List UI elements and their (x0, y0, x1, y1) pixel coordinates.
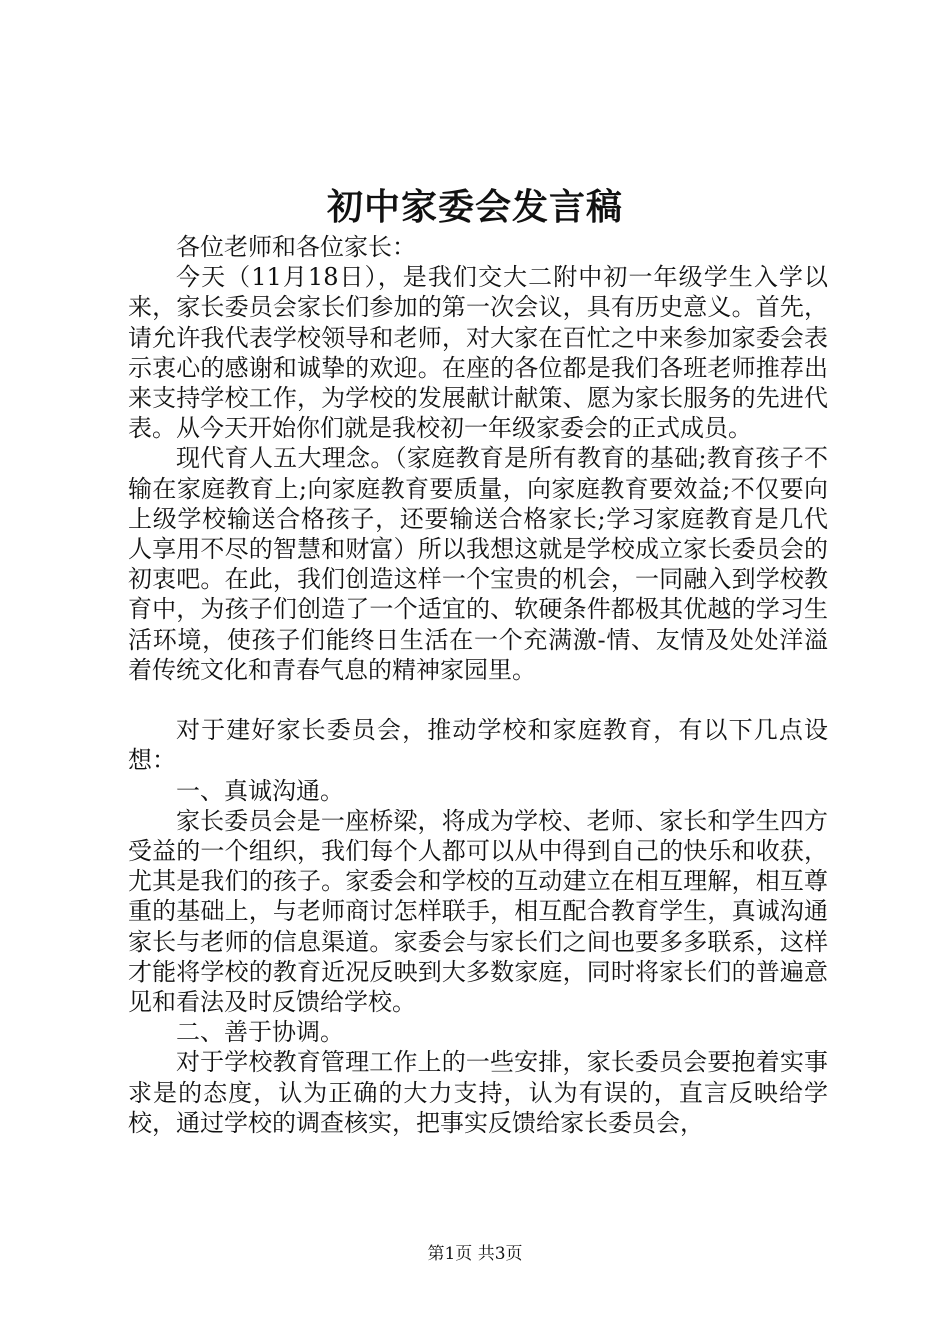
philosophy-paragraph: 现代育人五大理念。（家庭教育是所有教育的基础;教育孩子不输在家庭教育上;向家庭教育要质量，向家庭教育要效益;不仅要向上级学校输送合格孩子，还要输送合格家长;学习家庭教育是几代人享用不尽的智慧和财富）所以我想这就是学校成立家长委员会的初衷吧。在此，我们创造这样一个宝贵的机会，一同融入到学校教育中，为孩子们创造了一个适宜的、软硬条件都极其优越的学习生活环境，使孩子们能终日生活在一个充满激-情、友情及处处洋溢着传统文化和青春气息的精神家园里。 (128, 444, 828, 684)
section-heading-2: 二、善于协调。 (176, 1018, 344, 1047)
opening-paragraph: 今天（11月18日），是我们交大二附中初一年级学生入学以来，家长委员会家长们参加的第一次会议，具有历史意义。首先，请允许我代表学校领导和老师，对大家在百忙之中来参加家委会表示衷心的感谢和诚挚的欢迎。在座的各位都是我们各班老师推荐出来支持学校工作，为学校的发展献计献策、愿为家长服务的先进代表。从今天开始你们就是我校初一年级家委会的正式成员。 (128, 263, 828, 443)
document-title: 初中家委会发言稿 (326, 186, 623, 228)
page-number-footer: 第1页 共3页 (427, 1244, 523, 1264)
paragraph-spacer (128, 685, 828, 715)
coordination-paragraph: 对于学校教育管理工作上的一些安排，家长委员会要抱着实事求是的态度，认为正确的大力支持，认为有误的，直言反映给学校，通过学校的调查核实，把事实反馈给家长委员会， (128, 1048, 828, 1137)
section-heading-1: 一、真诚沟通。 (176, 776, 344, 805)
salutation-paragraph: 各位老师和各位家长： (176, 233, 416, 261)
document-body (128, 232, 828, 1138)
communication-paragraph: 家长委员会是一座桥梁，将成为学校、老师、家长和学生四方受益的一个组织，我们每个人都可以从中得到自己的快乐和收获，尤其是我们的孩子。家委会和学校的互动建立在相互理解，相互尊重的基础上，与老师商讨怎样联手，相互配合教育学生，真诚沟通家长与老师的信息渠道。家委会与家长们之间也要多多联系，这样才能将学校的教育近况反映到大多数家庭，同时将家长们的普遍意见和看法及时反馈给学校。 (128, 806, 828, 1017)
proposals-intro-paragraph: 对于建好家长委员会，推动学校和家庭教育，有以下几点设想： (128, 716, 828, 775)
